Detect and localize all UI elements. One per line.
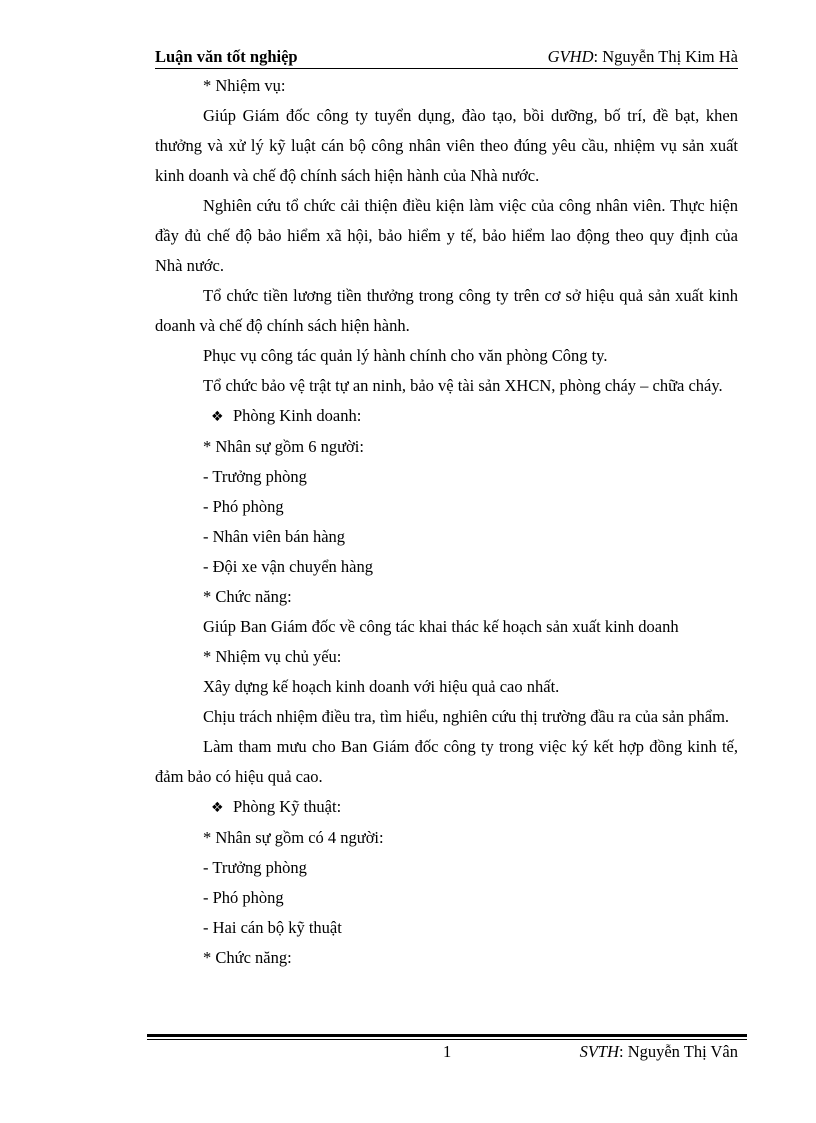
thesis-title: Luận văn tốt nghiệp — [155, 47, 298, 66]
list-item: - Phó phòng — [203, 888, 284, 907]
paragraph: Giúp Giám đốc công ty tuyển dụng, đào tạo, bồi dưỡng, bố trí, đề bạt, khen thưởng và xử lý kỹ luật cán bộ công nhân viên theo đúng yêu cầu, nhiệm vụ sản xuất kinh doanh và chế độ chính sách hiện hành của Nhà nước. — [155, 106, 738, 185]
paragraph: Tổ chức bảo vệ trật tự an ninh, bảo vệ tài sản XHCN, phòng cháy – chữa cháy. — [203, 376, 723, 395]
page-header — [155, 47, 738, 69]
student-name: : Nguyễn Thị Vân — [618, 1042, 738, 1061]
paragraph: Làm tham mưu cho Ban Giám đốc công ty trong việc ký kết hợp đồng kinh tế, đảm bảo có hiệu quả cao. — [155, 737, 738, 786]
section-heading-text: Phòng Kinh doanh: — [233, 406, 362, 425]
paragraph: Tổ chức tiền lương tiền thưởng trong công ty trên cơ sở hiệu quả sản xuất kinh doanh và chế độ chính sách hiện hành. — [155, 286, 738, 335]
footer-rule-thick — [147, 1034, 747, 1037]
paragraph: Nghiên cứu tổ chức cải thiện điều kiện làm việc của công nhân viên. Thực hiện đầy đủ chế độ bảo hiểm xã hội, bảo hiểm y tế, bảo hiểm lao động theo quy định của Nhà nước. — [155, 196, 738, 275]
page-number: 1 — [443, 1042, 452, 1061]
supervisor-name: : Nguyễn Thị Kim Hà — [593, 47, 738, 66]
list-item: - Hai cán bộ kỹ thuật — [203, 918, 342, 937]
body-text — [155, 71, 738, 973]
paragraph: * Nhiệm vụ: — [203, 76, 286, 95]
supervisor-info — [548, 47, 738, 67]
paragraph: Xây dựng kế hoạch kinh doanh với hiệu quả cao nhất. — [203, 677, 560, 696]
diamond-bullet-icon: ❖ — [211, 800, 224, 816]
section-heading-technical — [155, 792, 738, 823]
list-item: - Phó phòng — [203, 497, 284, 516]
student-info — [580, 1042, 738, 1062]
list-item: - Trưởng phòng — [203, 467, 307, 486]
section-heading-sales — [155, 401, 738, 432]
diamond-bullet-icon: ❖ — [211, 409, 224, 425]
paragraph: Chịu trách nhiệm điều tra, tìm hiểu, nghiên cứu thị trường đầu ra của sản phẩm. — [203, 707, 730, 726]
list-item: - Nhân viên bán hàng — [203, 527, 346, 546]
paragraph: Giúp Ban Giám đốc về công tác khai thác kế hoạch sản xuất kinh doanh — [203, 617, 679, 636]
page-footer — [147, 1034, 747, 1074]
supervisor-label: GVHD — [547, 47, 594, 66]
header-rule — [155, 68, 738, 69]
footer-rule-thin — [147, 1039, 747, 1040]
paragraph: * Chức năng: — [203, 587, 292, 606]
list-item: - Trưởng phòng — [203, 858, 307, 877]
student-label: SVTH — [579, 1042, 619, 1061]
paragraph: * Nhiệm vụ chủ yếu: — [203, 647, 342, 666]
paragraph: * Nhân sự gồm có 4 người: — [203, 828, 384, 847]
paragraph: * Chức năng: — [203, 948, 292, 967]
paragraph: * Nhân sự gồm 6 người: — [203, 437, 364, 456]
list-item: - Đội xe vận chuyển hàng — [203, 557, 373, 576]
paragraph: Phục vụ công tác quản lý hành chính cho văn phòng Công ty. — [203, 346, 608, 365]
section-heading-text: Phòng Kỹ thuật: — [233, 797, 342, 816]
